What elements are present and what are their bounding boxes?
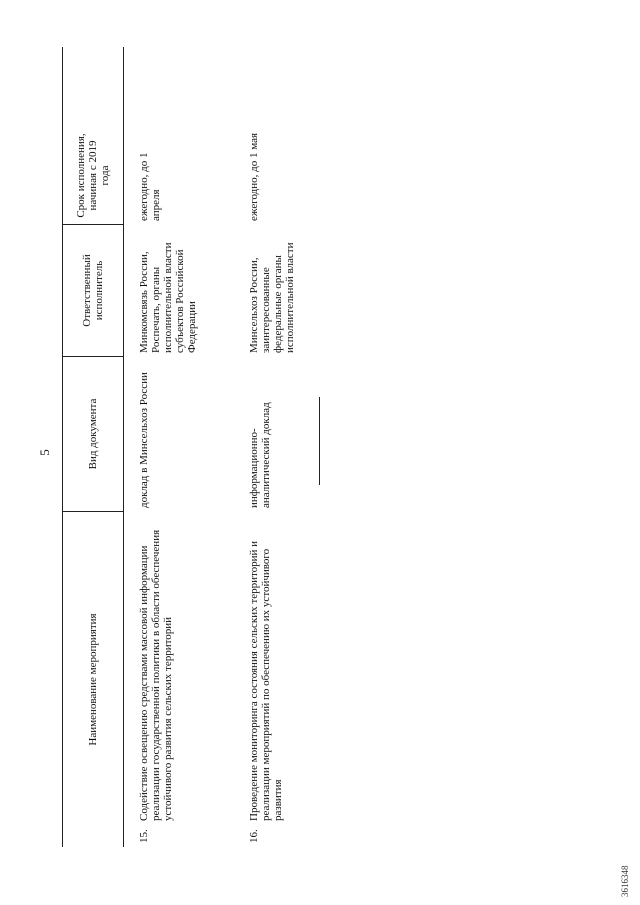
document-code: 3616348 bbox=[620, 865, 630, 897]
table-row bbox=[138, 47, 248, 847]
row-responsible: Минкомсвязь России, Роспечать, органы исполнительной власти субъектов Российской Федерации bbox=[138, 242, 198, 353]
row-doc-type: информационно-аналитический доклад bbox=[248, 402, 272, 508]
end-of-document-line bbox=[319, 397, 320, 485]
row-deadline: ежегодно, до 1 мая bbox=[248, 132, 260, 221]
header-responsible: Ответственный исполнитель bbox=[63, 225, 123, 357]
header-name: Наименование мероприятия bbox=[87, 613, 99, 746]
header-deadline: Срок исполнения, начиная с 2019 года bbox=[63, 127, 123, 225]
row-number: 16. bbox=[248, 829, 260, 843]
row-responsible: Минсельхоз России, заинтересованные федеральные органы исполнительной власти bbox=[248, 242, 296, 353]
row-doc-type: доклад в Минсельхоз России bbox=[138, 372, 150, 508]
page-number: 5 bbox=[37, 449, 52, 456]
row-name-cell bbox=[138, 512, 174, 847]
table-row bbox=[248, 47, 328, 847]
row-number: 15. bbox=[138, 829, 150, 843]
measures-table bbox=[62, 47, 328, 847]
header-doc-type: Вид документа bbox=[63, 357, 123, 512]
row-name: Проведение мониторинга состояния сельских территорий и реализации мероприятий по обеспечению их устойчивого развития bbox=[248, 540, 284, 821]
row-name-cell bbox=[248, 512, 284, 847]
table-header-row bbox=[62, 47, 124, 847]
row-name: Содействие освещению средствами массовой информации реализации государственной политики в области обеспечения устойчивого развития сельских территорий bbox=[138, 529, 174, 821]
row-deadline: ежегодно, до 1 апреля bbox=[138, 152, 162, 221]
